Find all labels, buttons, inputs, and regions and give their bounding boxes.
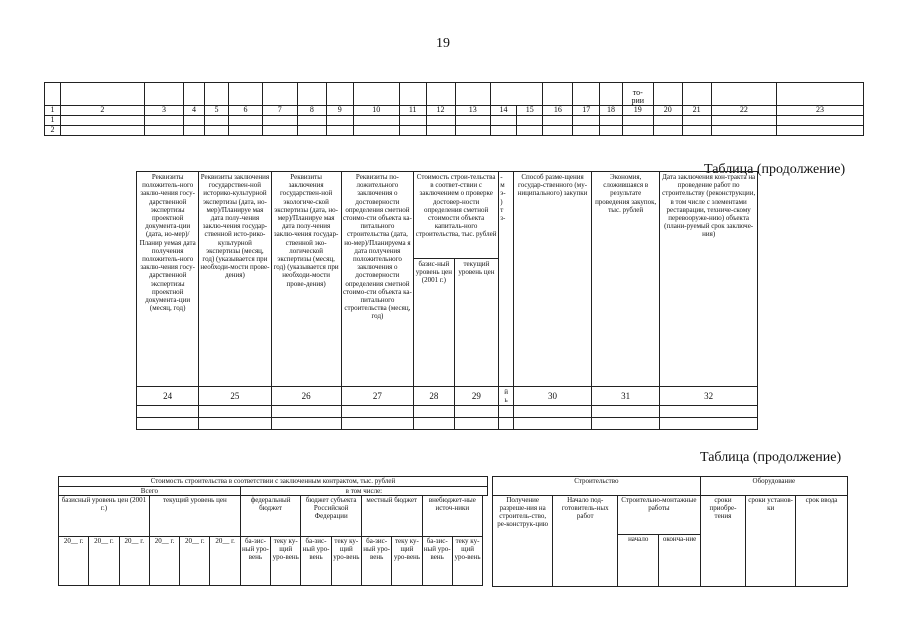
table-continuation-title: Таблица (продолжение) [704, 162, 846, 177]
table-continuation-title-2: Таблица (продолжение) [700, 450, 842, 465]
cmr-header: Строительно-монтажные работы [618, 496, 701, 535]
acq-header: сроки приобре-тения [700, 496, 746, 587]
col28-29-header: Стоимость строи-тельства в соответ-ствии с заключением о проверке достовер-ности определения сметной стоимости объекта капиталь-ного строительства, тыс. рублей [414, 172, 499, 259]
row-2: 2 [45, 126, 864, 136]
construction-header: Строительство [493, 477, 701, 496]
header-fragment: то- рии [622, 83, 653, 106]
offbudget-header: внебюджет-ные источ-ники [422, 496, 483, 537]
col28-header: базис-ный уровень цен (2001 г.) [414, 259, 455, 387]
federal-header: федеральный бюджет [240, 496, 301, 537]
local-header: местный бюджет [361, 496, 422, 537]
subject-header: бюджет субъекта Российской Федерации [301, 496, 362, 537]
install-header: сроки установ-ки [746, 496, 796, 587]
col29-header: текущий уровень цен [454, 259, 499, 387]
base-level-header: базисный уровень цен (2001 г.) [59, 496, 150, 537]
prep-start-header: Начало под-готовитель-ных работ [553, 496, 618, 587]
col24-header: Реквизиты положитель-ного заклю-чения госу-дарственной экспертизы проектной документа-ции (дата, но-мер)/Планир уемая дата получения положитель-ного заклю-чения госу-дарственной экспертизы проектной документа-ции (месяц, год) [137, 172, 199, 387]
numbers-row: 1 2 3 4 5 6 7 8 9 10 11 12 13 14 15 16 17 18 19 20 21 22 23 [45, 106, 864, 116]
cost-header: Стоимость строительства в соответствии с заключенным контрактом, тыс. рублей [59, 477, 488, 487]
expertise-table [136, 171, 758, 430]
year-row: 20__ г. 20__ г. 20__ г. 20__ г. 20__ г. 20__ г. ба-зис-ный уро-вень теку ку-щий уро-вень ба-зис-ный уро-вень теку ку-щий уро-вень ба-зис-ный уро-вень теку ку-щий уро-вень ба-зис-ный уро-вень теку ку-щий уро-вень [59, 537, 488, 586]
numbers-row: 24 25 26 27 28 29 й ь 30 31 32 [137, 387, 758, 406]
top-column-number-table [44, 82, 864, 136]
row-1 [137, 406, 758, 418]
current-level-header: текущий уровень цен [149, 496, 240, 537]
total-header: Всего [59, 487, 241, 496]
incl-header: в том числе: [240, 487, 487, 496]
start-header: начало [618, 535, 659, 587]
page-number: 19 [436, 36, 450, 51]
construction-equipment-table [492, 476, 848, 587]
header-row [137, 172, 758, 259]
contract-cost-table [58, 476, 488, 586]
equipment-header: Оборудование [700, 477, 847, 496]
col26-header: Реквизиты заключения государствен-ной экологиче-ской экспертизы (дата, но-мер)/Планируе мая дата полу-чения заклю-чения государ-ственной эко-логической экспертизы (месяц, год) (указывается при необходи-мости прове-дения) [271, 172, 341, 387]
col32-header: Дата заключения кон-тракта на проведение работ по строительству (реконструкции, в том числе с элементами реставрации, техниче-скому перевооруже-нию) объекта (плани-руемый срок заключе-ния) [660, 172, 758, 387]
end-header: оконча-ние [659, 535, 700, 587]
side-marks: - м э- ) т з- [499, 172, 514, 387]
commission-header: срок ввода [796, 496, 848, 587]
col31-header: Экономия, сложившаяся в результате проведения закупок, тыс. рублей [592, 172, 660, 387]
permit-header: Получение разреше-ния на строитель-ство, ре-конструк-цию [493, 496, 553, 587]
col25-header: Реквизиты заключения государствен-ной историко-культурной экспертизы (дата, но-мер)/Планируе мая дата полу-чения заклю-чения государ-ственной исто-рико-культурной экспертизы (месяц, год) (указывается при необходи-мости прове-дения) [199, 172, 271, 387]
header-row [45, 83, 864, 106]
row-2 [137, 418, 758, 430]
col30-header: Способ разме-щения государ-ственного (му-ниципального) закупки [513, 172, 591, 387]
col27-header: Реквизиты по-ложительного заключения о достоверности определения сметной стоимо-сти объекта ка-питального строительства (дата, но-мер)/Планируема я дата получения положительного заключения о достоверности определения сметной стоимо-сти объекта ка-питального строительства (месяц, год) [341, 172, 413, 387]
row-1: 1 [45, 116, 864, 126]
